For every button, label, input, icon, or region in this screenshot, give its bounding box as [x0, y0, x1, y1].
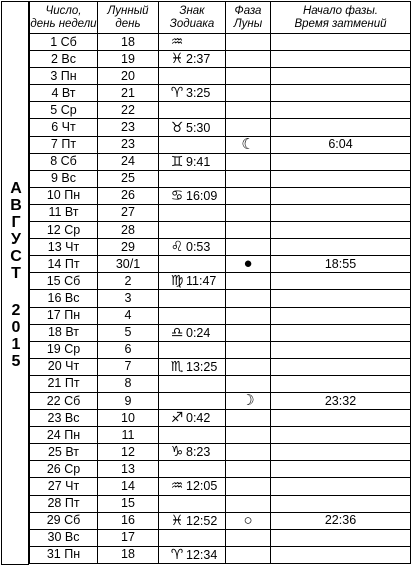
phase-time-cell	[271, 478, 411, 495]
lunar-day-cell: 7	[98, 358, 159, 375]
lunar-day-cell: 9	[98, 392, 159, 409]
phase-time-cell	[271, 68, 411, 85]
zodiac-cell	[159, 273, 226, 290]
moon-phase-cell	[226, 239, 271, 256]
lunar-day-cell: 10	[98, 410, 159, 427]
phase-time-cell	[271, 341, 411, 358]
zodiac-cell	[159, 34, 226, 51]
zodiac-time: 3:25	[186, 86, 211, 101]
zodiac-sign-icon: ♏	[170, 358, 184, 374]
table-row	[30, 375, 411, 392]
zodiac-sign-icon: ♐	[170, 409, 184, 426]
zodiac-cell	[159, 256, 226, 273]
phase-time-cell	[271, 358, 411, 375]
zodiac-time: 12:05	[186, 479, 218, 494]
lunar-day-cell: 14	[98, 478, 159, 495]
moon-phase-cell	[226, 392, 271, 409]
phase-time-cell	[271, 444, 411, 461]
zodiac-cell	[159, 529, 226, 546]
table-row	[30, 461, 411, 478]
header-zodiac: Знак Зодиака	[159, 2, 226, 34]
table-row	[30, 307, 411, 324]
zodiac-cell	[159, 187, 226, 204]
table-row	[30, 427, 411, 444]
table-row	[30, 187, 411, 204]
title-gap	[2, 282, 30, 302]
table-row	[30, 273, 411, 290]
phase-time-cell	[271, 153, 411, 170]
phase-time-cell	[271, 119, 411, 136]
table-row	[30, 444, 411, 461]
moon-phase-cell	[226, 85, 271, 102]
date-cell: 3 Пн	[30, 68, 98, 85]
zodiac-cell	[159, 136, 226, 153]
table-row	[30, 34, 411, 51]
zodiac-cell	[159, 153, 226, 170]
moon-phase-cell	[226, 375, 271, 392]
date-cell: 30 Вс	[30, 529, 98, 546]
zodiac-time: 0:24	[186, 325, 211, 340]
moon-phase-cell	[226, 358, 271, 375]
title-letter: А	[10, 180, 22, 197]
table-row	[30, 546, 411, 563]
phase-time-cell	[271, 427, 411, 444]
moon-phase-cell	[226, 512, 271, 529]
lunar-day-cell: 22	[98, 102, 159, 119]
zodiac-sign-icon: ♈	[170, 546, 184, 562]
zodiac-time: 11:47	[186, 274, 217, 289]
zodiac-cell	[159, 427, 226, 444]
zodiac-cell	[159, 119, 226, 136]
zodiac-cell	[159, 51, 226, 68]
phase-time-cell	[271, 529, 411, 546]
moon-phase-cell	[226, 410, 271, 427]
table-row	[30, 204, 411, 221]
date-cell: 12 Ср	[30, 222, 98, 239]
date-cell: 5 Ср	[30, 102, 98, 119]
moon-phase-icon: ☾	[241, 136, 255, 153]
table-row	[30, 512, 411, 529]
lunar-day-cell: 26	[98, 187, 159, 204]
phase-time-cell	[271, 495, 411, 512]
header-moon-phase: Фаза Луны	[226, 2, 271, 34]
zodiac-sign-icon: ♍	[170, 272, 184, 289]
zodiac-cell	[159, 324, 226, 341]
title-letter: У	[11, 231, 21, 248]
date-cell: 23 Вс	[30, 410, 98, 427]
title-letter: 0	[11, 319, 21, 336]
phase-time-cell	[271, 102, 411, 119]
table-row	[30, 358, 411, 375]
zodiac-sign-icon: ♉	[170, 118, 184, 135]
month-sidebar	[1, 1, 29, 565]
zodiac-cell	[159, 375, 226, 392]
zodiac-sign-icon: ♑	[170, 443, 184, 460]
title-letter: 2	[11, 302, 21, 319]
date-cell: 26 Ср	[30, 461, 98, 478]
date-cell: 13 Чт	[30, 239, 98, 256]
lunar-day-cell: 6	[98, 341, 159, 358]
zodiac-cell	[159, 444, 226, 461]
lunar-day-cell: 23	[98, 136, 159, 153]
moon-phase-cell	[226, 256, 271, 273]
lunar-day-cell: 29	[98, 239, 159, 256]
zodiac-time: 0:42	[186, 411, 211, 426]
date-cell: 24 Пн	[30, 427, 98, 444]
lunar-day-cell: 28	[98, 222, 159, 239]
phase-time-cell	[271, 307, 411, 324]
header-phase-time: Начало фазы. Время затмений	[271, 2, 411, 34]
phase-time-cell	[271, 410, 411, 427]
phase-time-cell	[271, 324, 411, 341]
date-cell: 27 Чт	[30, 478, 98, 495]
zodiac-cell	[159, 495, 226, 512]
zodiac-cell	[159, 170, 226, 187]
lunar-day-cell: 30/1	[98, 256, 159, 273]
moon-phase-cell	[226, 427, 271, 444]
date-cell: 21 Пт	[30, 375, 98, 392]
phase-time-cell	[271, 239, 411, 256]
title-letter: Т	[11, 265, 21, 282]
phase-time-cell: 18:55	[271, 256, 411, 273]
zodiac-sign-icon: ♓	[170, 50, 184, 67]
moon-phase-cell	[226, 187, 271, 204]
date-cell: 8 Сб	[30, 153, 98, 170]
moon-phase-icon: ☽	[241, 392, 255, 410]
lunar-day-cell: 19	[98, 51, 159, 68]
zodiac-cell	[159, 307, 226, 324]
zodiac-cell	[159, 68, 226, 85]
zodiac-cell	[159, 358, 226, 375]
phase-time-cell	[271, 187, 411, 204]
date-cell: 15 Сб	[30, 273, 98, 290]
table-row	[30, 256, 411, 273]
table-row	[30, 324, 411, 341]
date-cell: 14 Пт	[30, 256, 98, 273]
zodiac-cell	[159, 512, 226, 529]
date-cell: 16 Вс	[30, 290, 98, 307]
zodiac-cell	[159, 478, 226, 495]
phase-time-cell	[271, 461, 411, 478]
moon-phase-icon: ●	[243, 255, 253, 273]
moon-phase-cell	[226, 495, 271, 512]
moon-phase-cell	[226, 68, 271, 85]
table-row	[30, 410, 411, 427]
date-cell: 9 Вс	[30, 170, 98, 187]
lunar-day-cell: 18	[98, 34, 159, 51]
zodiac-sign-icon: ♋	[170, 187, 184, 203]
moon-phase-cell	[226, 136, 271, 153]
moon-phase-cell	[226, 170, 271, 187]
date-cell: 17 Пн	[30, 307, 98, 324]
lunar-day-cell: 17	[98, 529, 159, 546]
date-cell: 7 Пт	[30, 136, 98, 153]
zodiac-sign-icon: ♌	[170, 238, 184, 255]
zodiac-cell	[159, 392, 226, 409]
moon-phase-cell	[226, 529, 271, 546]
table-row	[30, 170, 411, 187]
lunar-day-cell: 8	[98, 375, 159, 392]
zodiac-cell	[159, 410, 226, 427]
lunar-day-cell: 16	[98, 512, 159, 529]
lunar-day-cell: 25	[98, 170, 159, 187]
date-cell: 22 Сб	[30, 392, 98, 409]
table-row	[30, 341, 411, 358]
zodiac-time: 12:52	[186, 513, 218, 528]
date-cell: 19 Ср	[30, 341, 98, 358]
lunar-day-cell: 21	[98, 85, 159, 102]
lunar-day-cell: 23	[98, 119, 159, 136]
table-row	[30, 239, 411, 256]
date-cell: 1 Сб	[30, 34, 98, 51]
lunar-day-cell: 20	[98, 68, 159, 85]
table-row	[30, 136, 411, 153]
phase-time-cell	[271, 204, 411, 221]
lunar-day-cell: 5	[98, 324, 159, 341]
date-cell: 29 Сб	[30, 512, 98, 529]
moon-phase-cell	[226, 51, 271, 68]
zodiac-cell	[159, 222, 226, 239]
title-letter: Г	[11, 214, 21, 231]
table-row	[30, 68, 411, 85]
zodiac-time: 5:30	[186, 120, 211, 135]
table-row	[30, 478, 411, 495]
zodiac-cell	[159, 204, 226, 221]
moon-phase-cell	[226, 546, 271, 563]
title-letter: В	[10, 197, 22, 214]
lunar-day-cell: 3	[98, 290, 159, 307]
moon-phase-cell	[226, 444, 271, 461]
zodiac-sign-icon: ♊	[170, 153, 184, 169]
month-year-title	[2, 180, 30, 370]
table-row	[30, 392, 411, 409]
moon-phase-cell	[226, 153, 271, 170]
lunar-day-cell: 4	[98, 307, 159, 324]
phase-time-cell: 23:32	[271, 392, 411, 409]
table-row	[30, 529, 411, 546]
title-letter: 5	[11, 353, 21, 370]
zodiac-cell	[159, 85, 226, 102]
lunar-calendar-table	[29, 1, 411, 564]
header-lunar-day: Лунный день	[98, 2, 159, 34]
zodiac-time: 0:53	[186, 240, 211, 255]
table-row	[30, 85, 411, 102]
moon-phase-cell	[226, 34, 271, 51]
date-cell: 20 Чт	[30, 358, 98, 375]
title-letter: С	[10, 248, 22, 265]
lunar-day-cell: 11	[98, 427, 159, 444]
lunar-day-cell: 2	[98, 273, 159, 290]
date-cell: 18 Вт	[30, 324, 98, 341]
phase-time-cell	[271, 273, 411, 290]
zodiac-cell	[159, 290, 226, 307]
moon-phase-cell	[226, 461, 271, 478]
phase-time-cell: 6:04	[271, 136, 411, 153]
zodiac-time: 8:23	[186, 445, 211, 460]
header-row	[30, 2, 411, 34]
phase-time-cell	[271, 546, 411, 563]
moon-phase-cell	[226, 324, 271, 341]
lunar-day-cell: 15	[98, 495, 159, 512]
table-row	[30, 290, 411, 307]
phase-time-cell	[271, 170, 411, 187]
lunar-day-cell: 13	[98, 461, 159, 478]
moon-phase-icon: ○	[243, 512, 253, 529]
date-cell: 25 Вт	[30, 444, 98, 461]
moon-phase-cell	[226, 273, 271, 290]
zodiac-time: 9:41	[186, 154, 211, 169]
zodiac-cell	[159, 239, 226, 256]
table-row	[30, 153, 411, 170]
zodiac-cell	[159, 102, 226, 119]
zodiac-sign-icon: ♒	[170, 33, 184, 50]
phase-time-cell	[271, 290, 411, 307]
date-cell: 28 Пт	[30, 495, 98, 512]
table-row	[30, 222, 411, 239]
phase-time-cell	[271, 34, 411, 51]
phase-time-cell	[271, 51, 411, 68]
zodiac-time: 12:34	[186, 547, 218, 562]
moon-phase-cell	[226, 102, 271, 119]
phase-time-cell: 22:36	[271, 512, 411, 529]
table-row	[30, 51, 411, 68]
date-cell: 31 Пн	[30, 546, 98, 563]
zodiac-time: 16:09	[186, 188, 218, 203]
moon-phase-cell	[226, 119, 271, 136]
moon-phase-cell	[226, 222, 271, 239]
header-date: Число, день недели	[30, 2, 98, 34]
phase-time-cell	[271, 222, 411, 239]
phase-time-cell	[271, 85, 411, 102]
zodiac-cell	[159, 341, 226, 358]
zodiac-cell	[159, 546, 226, 563]
moon-phase-cell	[226, 307, 271, 324]
moon-phase-cell	[226, 204, 271, 221]
lunar-day-cell: 24	[98, 153, 159, 170]
zodiac-sign-icon: ♎	[170, 324, 184, 340]
zodiac-sign-icon: ♒	[170, 477, 184, 494]
zodiac-sign-icon: ♓	[170, 512, 184, 528]
zodiac-sign-icon: ♈	[170, 84, 184, 101]
table-row	[30, 102, 411, 119]
title-letter: 1	[11, 336, 21, 353]
date-cell: 11 Вт	[30, 204, 98, 221]
moon-phase-cell	[226, 341, 271, 358]
date-cell: 10 Пн	[30, 187, 98, 204]
date-cell: 2 Вс	[30, 51, 98, 68]
zodiac-time: 2:37	[186, 52, 211, 67]
lunar-day-cell: 27	[98, 204, 159, 221]
moon-phase-cell	[226, 478, 271, 495]
table-row	[30, 119, 411, 136]
zodiac-cell	[159, 461, 226, 478]
date-cell: 4 Вт	[30, 85, 98, 102]
lunar-day-cell: 18	[98, 546, 159, 563]
table-row	[30, 495, 411, 512]
phase-time-cell	[271, 375, 411, 392]
zodiac-time: 13:25	[186, 359, 218, 374]
moon-phase-cell	[226, 290, 271, 307]
date-cell: 6 Чт	[30, 119, 98, 136]
lunar-day-cell: 12	[98, 444, 159, 461]
